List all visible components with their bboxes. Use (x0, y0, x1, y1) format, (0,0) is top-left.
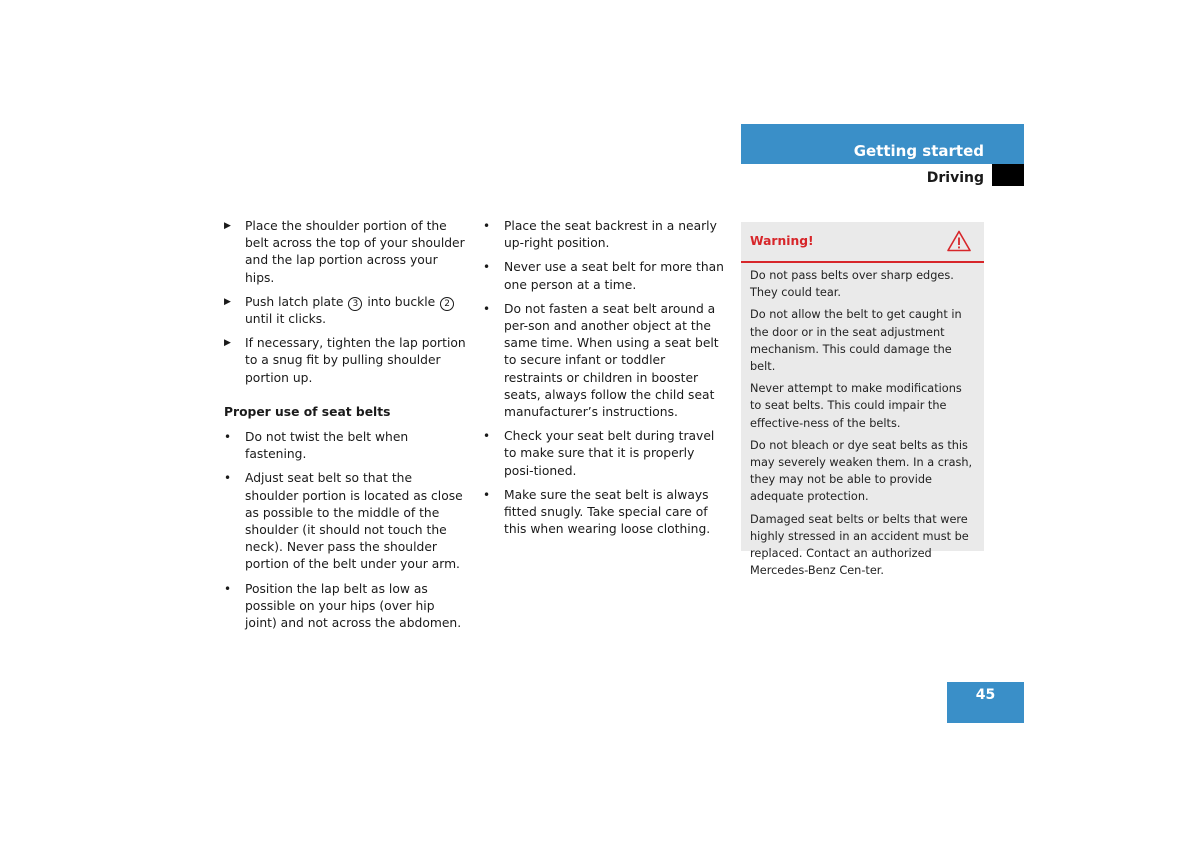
bullet-icon: • (224, 471, 232, 486)
bullet-item (224, 429, 468, 463)
bullet-item (483, 428, 727, 480)
page-number: 45 (947, 682, 1024, 723)
step-arrow-icon: ▶ (224, 296, 231, 307)
bullet-text: Place the seat backrest in a nearly up-right position. (504, 219, 717, 251)
bullet-icon: • (224, 430, 232, 445)
warning-paragraph: Do not allow the belt to get caught in the door or in the seat adjustment mechanism. This could damage the belt. (750, 308, 962, 374)
warning-box (741, 222, 984, 578)
section-heading: Proper use of seat belts (224, 404, 391, 419)
warning-triangle-icon (947, 230, 971, 252)
warning-title: Warning! (750, 234, 814, 248)
step-text: Push latch plate (245, 294, 348, 309)
bullet-text: Adjust seat belt so that the shoulder portion is located as close as possible to the middle of the shoulder (it should not touch the neck). Never pass the shoulder portion of the belt under your arm. (245, 471, 463, 572)
warning-paragraph: Damaged seat belts or belts that were highly stressed in an accident must be replaced. Contact an authorized Mercedes-Benz Cen-ter. (750, 512, 969, 578)
warning-paragraph: Never attempt to make modifications to seat belts. This could impair the effective-ness of the belts. (750, 382, 962, 430)
bullet-text: Check your seat belt during travel to make sure that it is properly posi-tioned. (504, 429, 715, 478)
step-arrow-icon: ▶ (224, 338, 231, 349)
section-title: Getting started (853, 142, 984, 160)
instruction-step (224, 294, 468, 328)
instruction-step (224, 335, 468, 387)
middle-column (483, 218, 727, 545)
warning-paragraph: Do not bleach or dye seat belts as this may severely weaken them. In a crash, they may not be able to provide adequate protection. (750, 438, 973, 504)
subsection-title (741, 164, 984, 188)
bullet-text: Position the lap belt as low as possible on your hips (over hip joint) and not across the abdomen. (245, 581, 462, 631)
bullet-text: Do not fasten a seat belt around a per-son and another object at the same time. When using a seat belt to secure infant or toddler restraints or children in booster seats, always follow the child seat manufacturer’s instructions. (504, 301, 719, 420)
subsection-label: Driving (926, 170, 984, 186)
section-header-bar (741, 124, 1024, 164)
bullet-text: Never use a seat belt for more than one person at a time. (504, 260, 724, 292)
callout-number-2: 2 (440, 297, 454, 311)
bullet-icon: • (483, 260, 491, 275)
step-text: into buckle (363, 294, 440, 309)
left-column (224, 218, 468, 639)
bullet-item (483, 259, 727, 293)
instruction-step (224, 218, 468, 287)
bullet-text: Make sure the seat belt is always fitted snugly. Take special care of this when wearing loose clothing. (504, 487, 711, 537)
bullet-item (483, 218, 727, 252)
bullet-item (224, 470, 468, 573)
bullet-item (224, 581, 468, 633)
bullet-icon: • (224, 581, 232, 596)
step-arrow-icon: ▶ (224, 221, 231, 231)
warning-header (741, 222, 984, 263)
bullet-icon: • (483, 219, 491, 233)
step-text: until it clicks. (245, 312, 327, 327)
warning-paragraph: Do not pass belts over sharp edges. They could tear. (750, 269, 954, 300)
warning-body (741, 263, 984, 579)
bullet-item (483, 487, 727, 539)
bullet-icon: • (483, 429, 491, 444)
subsection-marker (992, 164, 1024, 186)
bullet-icon: • (483, 487, 491, 502)
step-text: Place the shoulder portion of the belt across the top of your shoulder and the lap portion across your hips. (245, 219, 465, 285)
step-text: If necessary, tighten the lap portion to a snug fit by pulling shoulder portion up. (245, 336, 466, 385)
callout-number-3: 3 (348, 297, 362, 311)
bullet-icon: • (483, 301, 491, 316)
bullet-text: Do not twist the belt when fastening. (245, 430, 409, 462)
bullet-item (483, 301, 727, 421)
